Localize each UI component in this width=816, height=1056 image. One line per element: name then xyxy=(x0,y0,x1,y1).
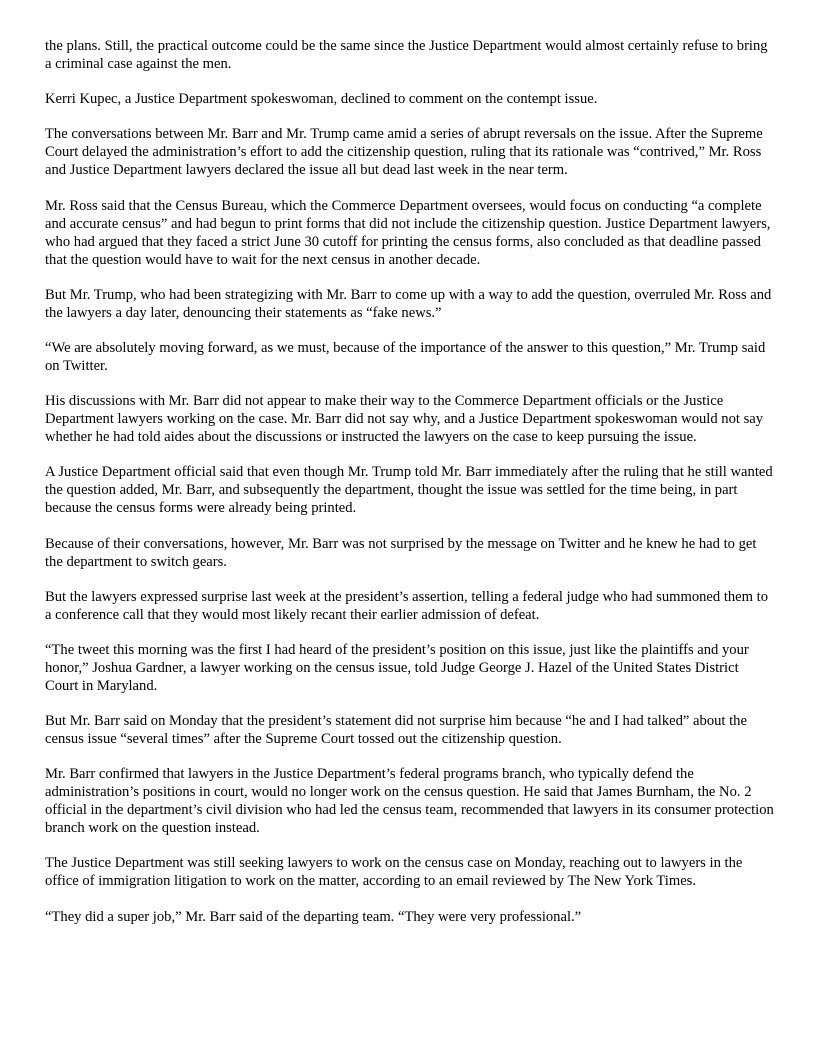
paragraph: the plans. Still, the practical outcome could be the same since the Justice Department would almost certainly refuse to bring a criminal case against the men. xyxy=(45,38,768,72)
paragraph: “The tweet this morning was the first I had heard of the president’s position on this issue, just like the plaintiffs and your honor,” Joshua Gardner, a lawyer working on the census issue, told Judge George J. Hazel of the United States District Court in Maryland. xyxy=(45,641,749,694)
paragraph: But the lawyers expressed surprise last week at the president’s assertion, telling a federal judge who had summoned them to a conference call that they would most likely recant their earlier admission of defeat. xyxy=(45,588,769,623)
paragraph: But Mr. Barr said on Monday that the president’s statement did not surprise him because “he and I had talked” about the census issue “several times” after the Supreme Court tossed out the citizenship question. xyxy=(45,713,747,748)
document-page xyxy=(45,37,775,943)
paragraph: Mr. Barr confirmed that lawyers in the Justice Department’s federal programs branch, who typically defend the administration’s positions in court, would no longer work on the census question. He said that James Burnham, the No. 2 official in the department’s civil division who had led the census team, recommended that lawyers in its consumer protection branch work on the question instead. xyxy=(45,766,774,837)
paragraph: But Mr. Trump, who had been strategizing with Mr. Barr to come up with a way to add the question, overruled Mr. Ross and the lawyers a day later, denouncing their statements as “fake news.” xyxy=(45,286,772,321)
paragraph: “They did a super job,” Mr. Barr said of the departing team. “They were very professional.” xyxy=(45,908,582,925)
paragraph: Because of their conversations, however, Mr. Barr was not surprised by the message on Twitter and he knew he had to get the department to switch gears. xyxy=(45,535,757,570)
paragraph: Mr. Ross said that the Census Bureau, which the Commerce Department oversees, would focus on conducting “a complete and accurate census” and had begun to print forms that did not include the citizenship question. Justice Department lawyers, who had argued that they faced a strict June 30 cutoff for printing the census forms, also concluded as that deadline passed that the question would have to wait for the next census in another decade. xyxy=(45,197,771,268)
paragraph: A Justice Department official said that even though Mr. Trump told Mr. Barr immediately after the ruling that he still wanted the question added, Mr. Barr, and subsequently the department, thought the issue was settled for the time being, in part because the census forms were already being printed. xyxy=(45,464,773,517)
paragraph: Kerri Kupec, a Justice Department spokeswoman, declined to comment on the contempt issue. xyxy=(45,91,598,108)
paragraph: The Justice Department was still seeking lawyers to work on the census case on Monday, reaching out to lawyers in the office of immigration litigation to work on the matter, according to an email reviewed by The New York Times. xyxy=(45,855,743,890)
paragraph: “We are absolutely moving forward, as we must, because of the importance of the answer to this question,” Mr. Trump said on Twitter. xyxy=(45,339,766,374)
paragraph: His discussions with Mr. Barr did not appear to make their way to the Commerce Department officials or the Justice Department lawyers working on the case. Mr. Barr did not say why, and a Justice Department spokeswoman would not say whether he had told aides about the discussions or instructed the lawyers on the case to keep pursuing the issue. xyxy=(45,393,764,446)
paragraph: The conversations between Mr. Barr and Mr. Trump came amid a series of abrupt reversals on the issue. After the Supreme Court delayed the administration’s effort to add the citizenship question, ruling that its rationale was “contrived,” Mr. Ross and Justice Department lawyers declared the issue all but dead last week in the near term. xyxy=(45,126,763,179)
